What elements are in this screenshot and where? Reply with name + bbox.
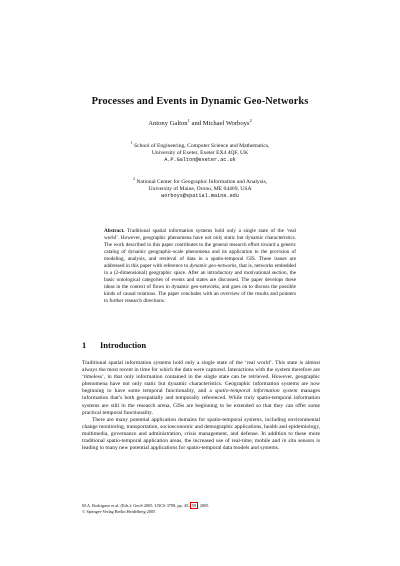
abstract-text: Traditional spatial information systems hold only a single state of the ‘real world’. However, geographic phenomena have not only static but dynamic characteristics. The work described in this paper contributes to the general research effort toward a generic catalog of dynamic geographic-scale phenomena and its application to the provision of modeling, analysis, and retrieval of data in a spatio-temporal GIS. These issues are addressed in this paper with reference to [104, 228, 296, 270]
abstract-text: , that is, networks embedded in a (2-dimensional) geographic space. After an introductory and motivational section, the basic ontological categories of events and states are discussed. The paper develops these ideas in the context of flows in dynamic geo-networks, and goes on to discuss the possible kinds of causal relations. The paper concludes with an overview of the results and pointers to further research directions. [104, 263, 297, 305]
affiliation-block [0, 139, 400, 165]
section-number: 1 [82, 340, 87, 350]
citation-text: , 2005. [197, 503, 210, 508]
affiliation-line: University of Exeter, Exeter EX4 4QF, UK [151, 150, 249, 157]
paragraph-emphasis: spatio-temporal information system [214, 388, 298, 395]
section-heading [82, 340, 146, 350]
affiliation-line: National Center for Geographic Information and Analysis, [136, 178, 268, 185]
paragraph [82, 417, 320, 452]
paragraph-text: There are many potential application domains for spatio-temporal systems, including environmental change monitoring, transportation, socioeconomic and demographic applications, health and epidemiology, multimedia, governance and administration, crisis management, and defense. In addition to these more traditional spatio-temporal application areas, the increased use of real-time, mobile and [82, 416, 320, 445]
citation-text: M.A. Rodríguez et al. (Eds.): GeoS 2005, LNCS 3799, pp. 45– [82, 503, 191, 508]
author-connector: and [189, 120, 203, 128]
affiliation-block [0, 175, 400, 201]
author-line [0, 118, 400, 127]
affiliation-mark: 1 [187, 118, 190, 123]
author-email[interactable]: A.P.Galton@exeter.ac.uk [164, 157, 236, 164]
affiliation-mark: 2 [249, 118, 252, 123]
page-link[interactable]: 59 [191, 503, 197, 508]
paper-title: Processes and Events in Dynamic Geo-Networks [91, 96, 309, 107]
paragraph-emphasis: in situ [282, 438, 297, 445]
body-text [82, 360, 320, 452]
section-title: Introduction [100, 340, 147, 350]
abstract [104, 228, 296, 306]
author-email[interactable]: worboys@spatial.maine.edu [161, 193, 239, 200]
paragraph-text: Traditional spatial information systems hold only a single state of the ‘real world’. This state is almost always the most recent in time for which the data were captured. Interactions with the system therefore are ‘timeless’, in that only information contained in the single state can be retrieved. However, geographic phenomena have not only static but dynamic characteristics. Geographic information systems are now beginning to have some temporal functionality, and a [82, 360, 320, 395]
affiliation-mark: 2 [132, 176, 135, 181]
paragraph-text: manages information that’s both geospatially and temporally referenced. While truly spatio-temporal information systems are still in the research arena, GISs are beginning to be extended so that they can offer some practical temporal functionality. [82, 388, 320, 416]
paragraph [82, 360, 320, 417]
copyright-line: © Springer-Verlag Berlin Heidelberg 2005 [82, 509, 156, 514]
citation-footer [82, 503, 322, 515]
abstract-emphasis: dynamic geo-networks [189, 263, 237, 270]
author-name: Michael Worboys [202, 120, 250, 128]
affiliation-mark: 1 [130, 140, 133, 145]
affiliation-line: School of Engineering, Computer Science and Mathematics, [133, 142, 270, 149]
author-name: Antony Galton [148, 120, 188, 128]
paragraph-text: sensors is leading to many new potential applications for spatio-temporal data models and systems. [82, 438, 321, 452]
abstract-label: Abstract. [104, 228, 125, 234]
affiliation-line: University of Maine, Orono, ME 04469, USA [148, 186, 252, 193]
